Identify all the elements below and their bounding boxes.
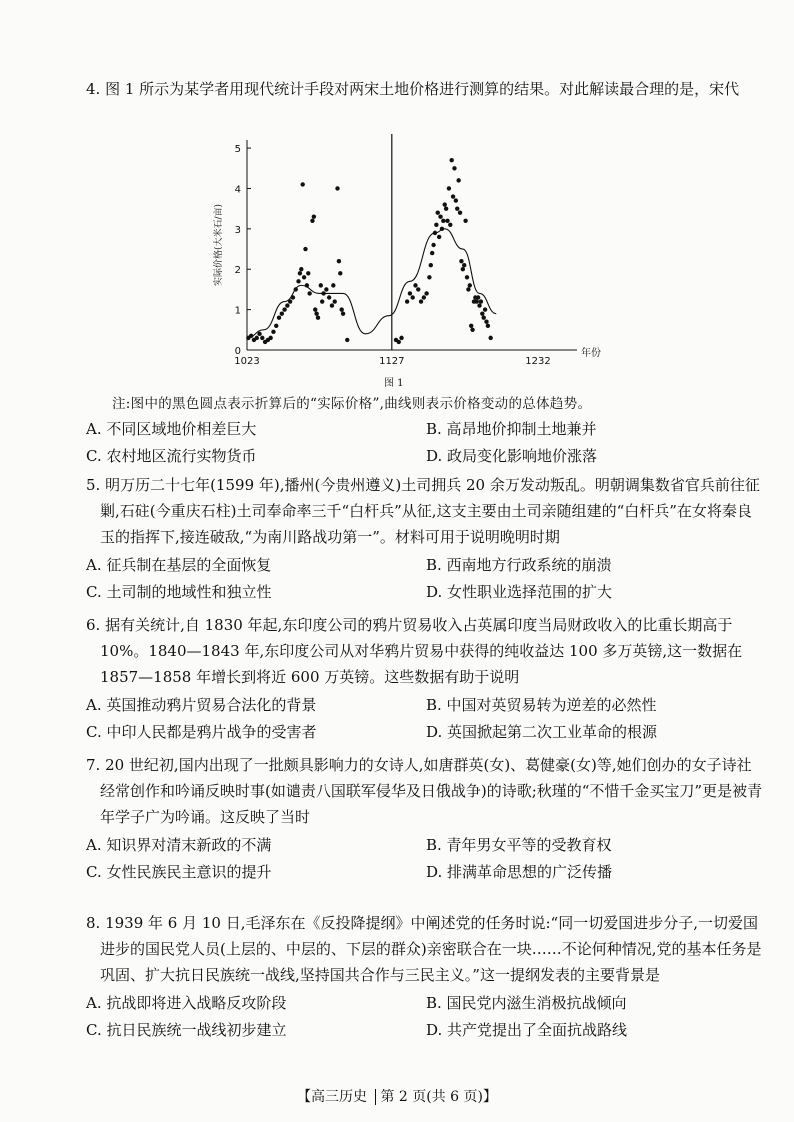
y-tick-label: 1 (234, 305, 241, 317)
data-point (397, 340, 401, 344)
data-point (455, 206, 459, 210)
data-point (416, 287, 420, 291)
data-point (310, 219, 314, 223)
data-point (458, 210, 462, 214)
option-a[interactable]: A. 抗战即将进入战略反攻阶段 (86, 994, 287, 1012)
data-point (319, 283, 323, 287)
data-point (429, 263, 433, 267)
question-4-stem: 4. 图 1 所示为某学者用现代统计手段对两宋土地价格进行测算的结果。对此解读最合理的是，宋代 (86, 80, 740, 98)
data-point (300, 182, 304, 186)
data-point (444, 206, 448, 210)
data-point (341, 311, 345, 315)
data-point (333, 299, 337, 303)
y-tick-label: 4 (234, 184, 241, 196)
question-5 (86, 472, 766, 606)
data-point (484, 320, 488, 324)
data-point (433, 231, 437, 235)
data-point (339, 307, 343, 311)
data-point (335, 186, 339, 190)
data-point (476, 295, 480, 299)
data-point (452, 166, 456, 170)
data-point (488, 336, 492, 340)
data-point (483, 307, 487, 311)
data-point (445, 219, 449, 223)
data-point (313, 307, 317, 311)
question-8 (86, 910, 766, 1044)
question-7-stem: 7. 20 世纪初,国内出现了一批颇具影响力的女诗人,如唐群英(女)、葛健豪(女)等,她们创办的女子诗社经常创作和吟诵反映时事(如谴责八国联军侵华及日俄战争)的诗歌;秋瑾的“不惜千金买宝刀”更是被青年学子广为吟诵。这反映了当时 (86, 756, 763, 826)
data-point (438, 215, 442, 219)
question-7 (86, 752, 766, 886)
data-point (337, 259, 341, 263)
footer-page: 第 2 页(共 6 页)】 (375, 1089, 501, 1105)
x-tick-label: 1232 (525, 356, 551, 367)
data-point (441, 219, 445, 223)
y-axis-label: 实际价格(大米石/亩) (214, 203, 224, 287)
data-point (486, 324, 490, 328)
data-point (327, 295, 331, 299)
x-axis-label: 年份 (581, 348, 601, 359)
data-point (427, 275, 431, 279)
footer-subject: 【高三历史 (297, 1089, 367, 1105)
data-point (462, 263, 466, 267)
option-d[interactable]: D. 女性职业选择范围的扩大 (426, 583, 613, 601)
option-c[interactable]: C. 农村地区流行实物货币 (86, 447, 257, 465)
question-6 (86, 612, 766, 746)
data-point (280, 311, 284, 315)
data-point (399, 336, 403, 340)
data-point (312, 215, 316, 219)
question-8-stem: 8. 1939 年 6 月 10 日,毛泽东在《反投降提纲》中阐述党的任务时说:“同一切爱国进步分子,一切爱国进步的国民党人员(上层的、中层的、下层的群众)亲密联合在一块……不论何种情况,党的基本任务是巩固、扩大抗日民族统一战线,坚持国共合作与三民主义。”这一提纲发表的主要背景是 (86, 914, 762, 984)
data-point (477, 303, 481, 307)
question-4 (86, 76, 766, 102)
y-tick-label: 3 (234, 224, 241, 236)
data-point (305, 283, 309, 287)
data-point (437, 235, 441, 239)
data-point (451, 194, 455, 198)
option-b[interactable]: B. 西南地方行政系统的崩溃 (426, 556, 612, 574)
y-tick-label: 0 (234, 346, 241, 357)
option-b[interactable]: B. 青年男女平等的受教育权 (426, 836, 612, 854)
data-point (331, 283, 335, 287)
data-point (479, 299, 483, 303)
data-point (285, 303, 289, 307)
data-point (249, 334, 253, 338)
data-point (338, 271, 342, 275)
option-a[interactable]: A. 不同区域地价相差巨大 (86, 420, 257, 438)
data-point (448, 223, 452, 227)
data-point (469, 324, 473, 328)
trend-curve (247, 229, 496, 338)
data-point (316, 315, 320, 319)
option-d[interactable]: D. 排满革命思想的广泛传播 (426, 863, 613, 881)
data-point (447, 186, 451, 190)
data-point (422, 295, 426, 299)
data-point (430, 251, 434, 255)
data-point (299, 267, 303, 271)
data-point (456, 178, 460, 182)
option-c[interactable]: C. 中印人民都是鸦片战争的受害者 (86, 723, 317, 741)
data-point (419, 299, 423, 303)
data-point (282, 307, 286, 311)
option-b[interactable]: B. 国民党内滋生消极抗战倾向 (426, 994, 627, 1012)
option-c[interactable]: C. 抗日民族统一战线初步建立 (86, 1021, 287, 1039)
data-point (307, 291, 311, 295)
data-point (324, 287, 328, 291)
page-footer (0, 1086, 794, 1106)
data-point (277, 315, 281, 319)
option-b[interactable]: B. 高昂地价抑制土地兼并 (426, 420, 597, 438)
data-point (314, 311, 318, 315)
data-point (296, 279, 300, 283)
data-point (434, 223, 438, 227)
data-point (470, 328, 474, 332)
data-point (345, 338, 349, 342)
question-5-stem: 5. 明万历二十七年(1599 年),播州(今贵州遵义)土司拥兵 20 余万发动叛乱。明朝调集数省官兵前往征剿,石砫(今重庆石柱)土司奉命率三千“白杆兵”从征,这支主要由土司亲随组建的“白杆兵”在女将秦良玉的指挥下,接连破敌,“为南川路战功第一”。材料可用于说明晚明时期 (86, 476, 760, 546)
data-point (463, 219, 467, 223)
data-point (288, 299, 292, 303)
data-point (294, 287, 298, 291)
data-point (413, 283, 417, 287)
data-point (436, 210, 440, 214)
x-tick-label: 1023 (234, 356, 260, 367)
data-point (298, 271, 302, 275)
data-point (330, 303, 334, 307)
figure-label: 图 1 (384, 378, 404, 389)
option-a[interactable]: A. 英国推动鸦片贸易合法化的背景 (86, 696, 317, 714)
option-d[interactable]: D. 英国掀起第二次工业革命的根源 (426, 723, 658, 741)
data-point (431, 243, 435, 247)
question-4-options (86, 414, 766, 470)
figure-note: 注:图中的黑色圆点表示折算后的“实际价格”,曲线则表示价格变动的总体趋势。 (112, 396, 592, 412)
data-point (405, 299, 409, 303)
data-point (291, 295, 295, 299)
data-point (271, 330, 275, 334)
data-point (466, 287, 470, 291)
data-point (274, 324, 278, 328)
option-d[interactable]: D. 政局变化影响地价涨落 (426, 447, 598, 465)
y-tick-label: 2 (234, 265, 241, 277)
option-c[interactable]: C. 土司制的地域性和独立性 (86, 583, 272, 601)
y-tick-label: 5 (234, 144, 241, 156)
data-point (302, 275, 306, 279)
data-point (260, 336, 264, 340)
option-d[interactable]: D. 共产党提出了全面抗战路线 (426, 1021, 628, 1039)
option-a[interactable]: A. 知识界对清末新政的不满 (86, 836, 272, 854)
data-point (424, 291, 428, 295)
data-point (459, 259, 463, 263)
option-c[interactable]: C. 女性民族民主意识的提升 (86, 863, 272, 881)
data-point (454, 198, 458, 202)
option-b[interactable]: B. 中国对英贸易转为逆差的必然性 (426, 696, 657, 714)
data-point (461, 267, 465, 271)
data-point (482, 315, 486, 319)
data-point (321, 291, 325, 295)
data-point (257, 332, 261, 336)
data-point (465, 275, 469, 279)
data-point (449, 158, 453, 162)
land-price-chart (205, 132, 601, 390)
option-a[interactable]: A. 征兵制在基层的全面恢复 (86, 556, 272, 574)
data-point (268, 336, 272, 340)
x-tick-label: 1127 (379, 356, 405, 367)
data-point (480, 311, 484, 315)
data-point (443, 202, 447, 206)
data-point (440, 227, 444, 231)
data-point (306, 271, 310, 275)
data-point (410, 295, 414, 299)
data-point (468, 283, 472, 287)
question-6-stem: 6. 据有关统计,自 1830 年起,东印度公司的鸦片贸易收入占英属印度当局财政收入的比重长期高于 10%。1840—1843 年,东印度公司从对华鸦片贸易中获得的纯收益达 100 多万英镑,这一数据在 1857—1858 年增长到将近 600 万英镑。这些数据有助于说明 (86, 616, 743, 686)
data-point (475, 299, 479, 303)
data-point (320, 299, 324, 303)
data-point (303, 247, 307, 251)
data-point (255, 336, 259, 340)
data-point (408, 291, 412, 295)
